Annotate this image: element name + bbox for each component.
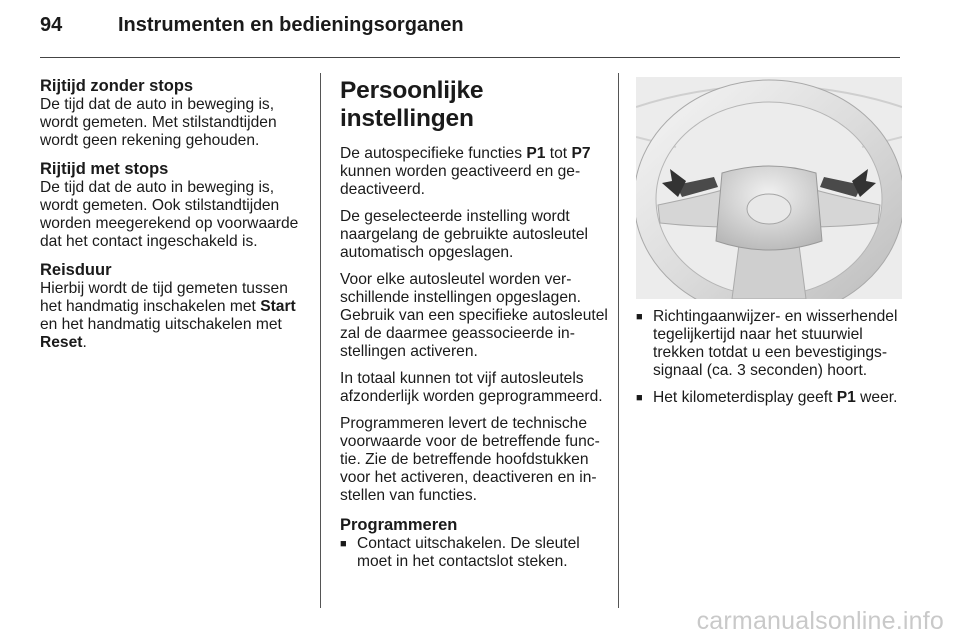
paragraph-stored-setting: De geselecteerde instelling wordt naargelang de gebruikte autosleutel automatisch opgeslagen. bbox=[340, 208, 588, 261]
bullet-item bbox=[636, 389, 902, 407]
column-middle bbox=[340, 77, 608, 580]
bullet-text: Richtingaanwijzer- en wisserhendel tegelijkertijd naar het stuurwiel trekken totdat u een bevestigingssignaal (ca. 3 seconden) hoort. bbox=[653, 308, 898, 379]
column-divider-right bbox=[618, 73, 619, 608]
bullet-square-icon: ■ bbox=[636, 392, 643, 404]
bullet-item bbox=[340, 535, 608, 571]
paragraph-functions bbox=[340, 145, 608, 199]
section-title-personal-settings: Persoonlijke instellingen bbox=[340, 77, 484, 132]
text-run: . bbox=[82, 334, 87, 351]
section-text-driving-time-no-stops: De tijd dat de auto in beweging is, wordt gemeten. Met stilstandtijden wordt geen rekening gehouden. bbox=[40, 96, 277, 149]
column-divider-left bbox=[320, 73, 321, 608]
text-run: en het handmatig uitschakelen met bbox=[40, 316, 282, 333]
text-run: Hierbij wordt de tijd gemeten tussen het handmatig inschakelen met bbox=[40, 280, 288, 315]
paragraph-five-keys: In totaal kunnen tot vijf autosleutels afzonderlijk worden geprogrammeerd. bbox=[340, 370, 603, 405]
column-left bbox=[40, 77, 308, 362]
section-text-driving-time-with-stops: De tijd dat de auto in beweging is, wordt gemeten. Ook stilstandtijden worden meegerekend op voorwaarde dat het contact ingeschakeld is. bbox=[40, 179, 299, 250]
page-header bbox=[40, 14, 464, 37]
bullet-text bbox=[653, 389, 897, 407]
paragraph-key-settings: Voor elke autosleutel worden verschillende instellingen opgeslagen. Gebruik van een specifieke autosleutel zal de daarmee geassocieerde instellingen activeren. bbox=[340, 271, 608, 360]
text-run: kunnen worden geactiveerd en gedeactiveerd. bbox=[340, 163, 581, 198]
bullet-square-icon: ■ bbox=[636, 311, 643, 323]
page-number: 94 bbox=[40, 14, 63, 36]
section-text-trip-duration bbox=[40, 280, 308, 352]
section-heading-programming: Programmeren bbox=[340, 516, 458, 534]
start-label: Start bbox=[260, 298, 296, 315]
text-run: De autospecifieke functies bbox=[340, 145, 527, 162]
page-title: Instrumenten en bedieningsorganen bbox=[118, 14, 464, 36]
p1-label: P1 bbox=[526, 145, 546, 162]
p1-label: P1 bbox=[836, 389, 856, 406]
bullet-item bbox=[636, 308, 902, 380]
text-run: weer. bbox=[855, 389, 898, 406]
steering-wheel-illustration bbox=[636, 77, 902, 299]
section-heading-driving-time-with-stops: Rijtijd met stops bbox=[40, 160, 169, 178]
bullet-square-icon: ■ bbox=[340, 538, 347, 550]
section-heading-driving-time-no-stops: Rijtijd zonder stops bbox=[40, 77, 194, 95]
reset-label: Reset bbox=[40, 334, 83, 351]
p7-label: P7 bbox=[571, 145, 591, 162]
bullet-text: Contact uitschakelen. De sleutel moet in het contactslot steken. bbox=[357, 535, 580, 570]
watermark-text: carmanualsonline.info bbox=[696, 607, 944, 635]
column-right bbox=[636, 77, 902, 416]
text-run: Het kilometerdisplay geeft bbox=[653, 389, 837, 406]
paragraph-programming-info: Programmeren levert de technische voorwaarde voor de betreffende functie. Zie de betreffende hoofdstukken voor het activeren, deactiveren en instellen van functies. bbox=[340, 415, 600, 504]
header-rule bbox=[40, 57, 900, 58]
text-run: tot bbox=[545, 145, 572, 162]
section-heading-trip-duration: Reisduur bbox=[40, 261, 112, 279]
